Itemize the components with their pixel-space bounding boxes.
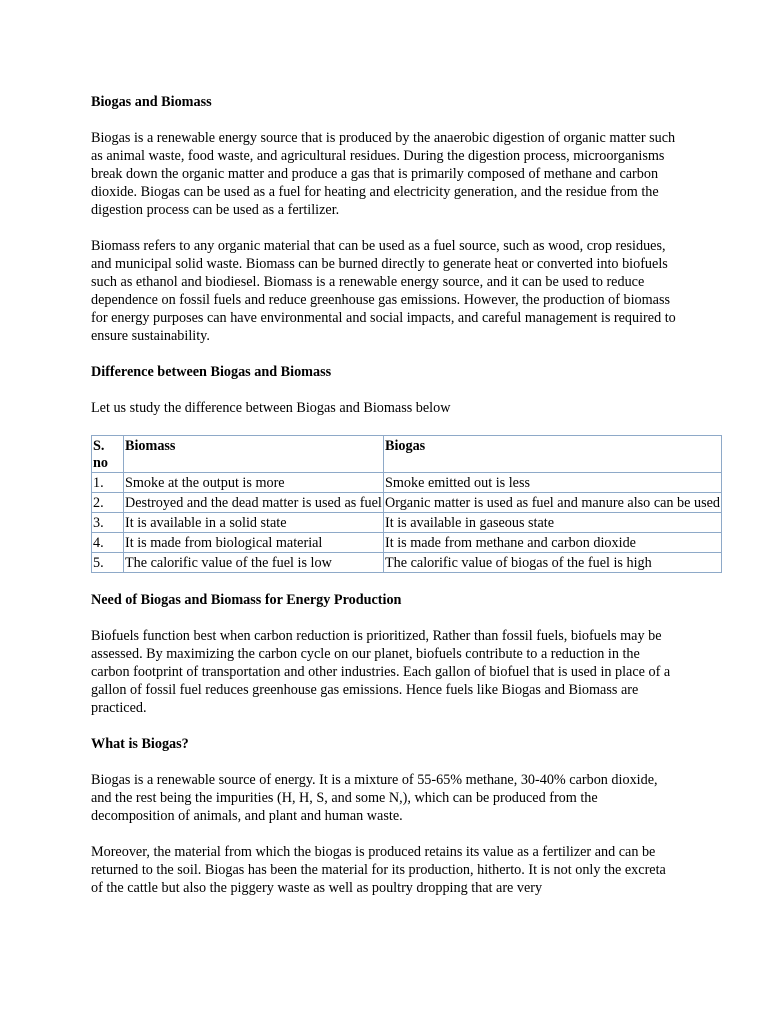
table-cell-biogas: Smoke emitted out is less <box>384 473 722 493</box>
table-cell-biomass: It is made from biological material <box>124 533 384 553</box>
paragraph-difference-intro: Let us study the difference between Biogas and Biomass below <box>91 400 451 416</box>
document-page <box>91 93 720 915</box>
heading-what-is-biogas: What is Biogas? <box>91 736 189 752</box>
table-cell-biogas: The calorific value of biogas of the fuel is high <box>384 553 722 573</box>
table-cell-biogas: It is made from methane and carbon dioxide <box>384 533 722 553</box>
paragraph-need-for-energy: Biofuels function best when carbon reduction is prioritized, Rather than fossil fuels, biofuels may be assessed. By maximizing the carbon cycle on our planet, biofuels contribute to a reduction in the carbon footprint of transportation and other industries. Each gallon of biofuel that is used in place of a gallon of fossil fuel reduces greenhouse gas emissions. Hence fuels like Biogas and Biomass are practiced. <box>91 628 671 716</box>
table-row <box>92 493 722 513</box>
table-cell-biomass: Smoke at the output is more <box>124 473 384 493</box>
table-cell-sno: 5. <box>92 553 124 573</box>
table-cell-sno: 4. <box>92 533 124 553</box>
heading-biogas-and-biomass: Biogas and Biomass <box>91 94 212 110</box>
table-header-row <box>92 436 722 473</box>
paragraph-biomass-intro: Biomass refers to any organic material that can be used as a fuel source, such as wood, crop residues, and municipal solid waste. Biomass can be burned directly to generate heat or converted into biofuels such as ethanol and biodiesel. Biomass is a renewable energy source, and it can be used to reduce dependence on fossil fuels and reduce greenhouse gas emissions. However, the production of biomass for energy purposes can have environmental and social impacts, and careful management is required to ensure sustainability. <box>91 238 676 344</box>
table-row <box>92 513 722 533</box>
table-cell-sno: 1. <box>92 473 124 493</box>
table-row <box>92 473 722 493</box>
table-cell-biomass: The calorific value of the fuel is low <box>124 553 384 573</box>
paragraph-biogas-intro: Biogas is a renewable energy source that is produced by the anaerobic digestion of organic matter such as animal waste, food waste, and agricultural residues. During the digestion process, microorganisms break down the organic matter and produce a gas that is primarily composed of methane and carbon dioxide. Biogas can be used as a fuel for heating and electricity generation, and the residue from the digestion process can be used as a fertilizer. <box>91 130 676 218</box>
heading-need-for-energy: Need of Biogas and Biomass for Energy Production <box>91 592 402 608</box>
heading-difference: Difference between Biogas and Biomass <box>91 364 332 380</box>
table-header-biomass: Biomass <box>124 436 384 473</box>
table-cell-biogas: Organic matter is used as fuel and manure also can be used <box>384 493 722 513</box>
table-cell-sno: 2. <box>92 493 124 513</box>
paragraph-biogas-fertilizer: Moreover, the material from which the biogas is produced retains its value as a fertilizer and can be returned to the soil. Biogas has been the material for its production, hitherto. It is not only the excreta of the cattle but also the piggery waste as well as poultry dropping that are very <box>91 844 666 896</box>
table-cell-biomass: It is available in a solid state <box>124 513 384 533</box>
comparison-table <box>91 435 722 573</box>
table-row <box>92 533 722 553</box>
paragraph-biogas-composition: Biogas is a renewable source of energy. It is a mixture of 55-65% methane, 30-40% carbon dioxide, and the rest being the impurities (H, H, S, and some N,), which can be produced from the decomposition of animals, and plant and human waste. <box>91 772 658 824</box>
table-header-sno: S. no <box>92 436 124 473</box>
table-header-biogas: Biogas <box>384 436 722 473</box>
table-cell-sno: 3. <box>92 513 124 533</box>
table-cell-biomass: Destroyed and the dead matter is used as fuel <box>124 493 384 513</box>
table-cell-biogas: It is available in gaseous state <box>384 513 722 533</box>
table-row <box>92 553 722 573</box>
